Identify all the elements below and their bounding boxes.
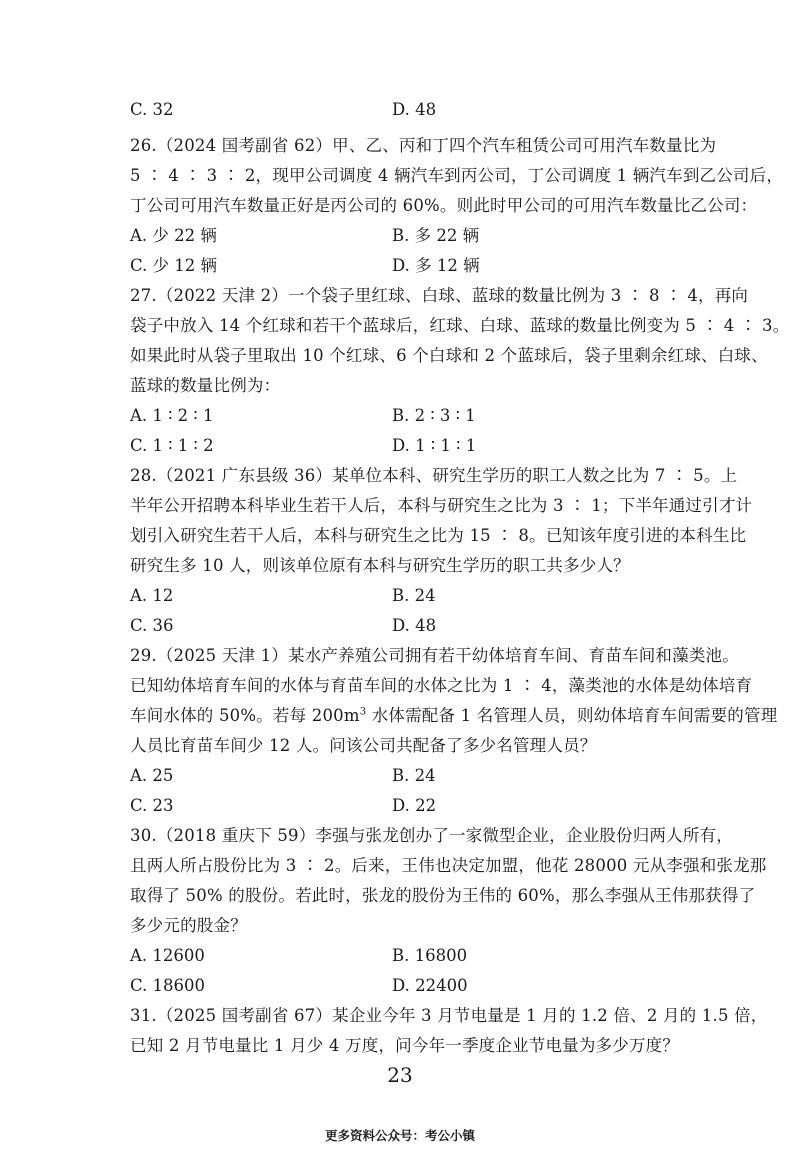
- q26-line-3: 丁公司可用汽车数量正好是丙公司的 60%。则此时甲公司的可用汽车数量比乙公司：: [130, 196, 758, 215]
- q31-line-2: 已知 2 月节电量比 1 月少 4 万度，问今年一季度企业节电量为多少万度？: [130, 1036, 680, 1055]
- q26-option-d: D. 多 12 辆: [392, 256, 480, 275]
- q27-option-d: D. 1 ∶ 1 ∶ 1: [392, 436, 477, 455]
- q26-option-c: C. 少 12 辆: [130, 256, 218, 275]
- q30-option-a: A. 12600: [130, 946, 205, 965]
- q31-line-1: 31.（2025 国考副省 67）某企业今年 3 月节电量是 1 月的 1.2 倍、2 月的 1.5 倍，: [130, 1006, 768, 1025]
- q27-line-2: 袋子中放入 14 个红球和若干个蓝球后，红球、白球、蓝球的数量比例变为 5 ∶ 4 ∶ 3。: [130, 316, 790, 335]
- q28-options-row-2: [130, 616, 690, 636]
- footer-note: 更多资料公众号：考公小镇: [324, 1128, 475, 1143]
- q27-line-4: 蓝球的数量比例为：: [130, 376, 281, 395]
- q26-option-a: A. 少 22 辆: [130, 226, 217, 245]
- q27-line-1: 27.（2022 天津 2）一个袋子里红球、白球、蓝球的数量比例为 3 ∶ 8 ∶ 4，再向: [130, 286, 749, 305]
- q26-line-1: 26.（2024 国考副省 62）甲、乙、丙和丁四个汽车租赁公司可用汽车数量比为: [130, 136, 717, 155]
- q28-line-3: 划引入研究生若干人后，本科与研究生之比为 15 ∶ 8。已知该年度引进的本科生比: [130, 526, 747, 545]
- q30-option-b: B. 16800: [392, 946, 468, 965]
- q29-line-4: 人员比育苗车间少 12 人。问该公司共配备了多少名管理人员？: [130, 736, 597, 755]
- q30-line-1: 30.（2018 重庆下 59）李强与张龙创办了一家微型企业，企业股份归两人所有，: [130, 826, 733, 845]
- q28-line-4: 研究生多 10 人，则该单位原有本科与研究生学历的职工共多少人？: [130, 556, 630, 575]
- q29-option-a: A. 25: [130, 766, 174, 785]
- q30-line-2: 且两人所占股份比为 3 ∶ 2。后来，王伟也决定加盟，他花 28000 元从李强和张龙那: [130, 856, 767, 875]
- q28-option-c: C. 36: [130, 616, 174, 635]
- option-d: D. 48: [392, 100, 437, 119]
- q28-option-d: D. 48: [392, 616, 437, 635]
- q28-option-a: A. 12: [130, 586, 174, 605]
- q26-line-2: 5 ∶ 4 ∶ 3 ∶ 2，现甲公司调度 4 辆汽车到丙公司，丁公司调度 1 辆汽车到乙公司后，: [130, 166, 784, 185]
- q26-options-row-1: [130, 226, 690, 246]
- q28-options-row-1: [130, 586, 690, 606]
- q30-option-c: C. 18600: [130, 976, 206, 995]
- q30-line-3: 取得了 50% 的股份。若此时，张龙的股份为王伟的 60%，那么李强从王伟那获得了: [130, 886, 756, 905]
- q29-options-row-2: [130, 796, 690, 816]
- q29-line-3-part-a: 车间水体的 50%。若每 200m: [130, 706, 360, 725]
- q30-option-d: D. 22400: [392, 976, 468, 995]
- q29-line-3-part-b: 水体需配备 1 名管理人员，则幼体培育车间需要的管理: [366, 706, 778, 725]
- q29-options-row-1: [130, 766, 690, 786]
- q28-option-b: B. 24: [392, 586, 436, 605]
- q27-option-b: B. 2 ∶ 3 ∶ 1: [392, 406, 476, 425]
- q28-line-2: 半年公开招聘本科毕业生若干人后，本科与研究生之比为 3 ∶ 1；下半年通过引才计: [130, 496, 753, 515]
- q29-line-3: [130, 706, 778, 726]
- q30-line-4: 多少元的股金？: [130, 916, 247, 935]
- q29-line-2: 已知幼体培育车间的水体与育苗车间的水体之比为 1 ∶ 4，藻类池的水体是幼体培育: [130, 676, 753, 695]
- q29-cubic-superscript: 3: [359, 706, 367, 718]
- q28-line-1: 28.（2021 广东县级 36）某单位本科、研究生学历的职工人数之比为 7 ∶ 5。上: [130, 466, 738, 485]
- q29-option-c: C. 23: [130, 796, 174, 815]
- q30-options-row-2: [130, 976, 690, 996]
- q29-line-1: 29.（2025 天津 1）某水产养殖公司拥有若干幼体培育车间、育苗车间和藻类池。: [130, 646, 739, 665]
- q27-option-c: C. 1 ∶ 1 ∶ 2: [130, 436, 214, 455]
- q29-option-d: D. 22: [392, 796, 437, 815]
- option-c: C. 32: [130, 100, 174, 119]
- page-number: 23: [387, 1063, 413, 1087]
- q26-option-b: B. 多 22 辆: [392, 226, 480, 245]
- q30-options-row-1: [130, 946, 690, 966]
- q27-options-row-2: [130, 436, 690, 456]
- q27-option-a: A. 1 ∶ 2 ∶ 1: [130, 406, 214, 425]
- q27-options-row-1: [130, 406, 690, 426]
- q27-line-3: 如果此时从袋子里取出 10 个红球、6 个白球和 2 个蓝球后，袋子里剩余红球、白球、: [130, 346, 768, 365]
- q29-option-b: B. 24: [392, 766, 436, 785]
- q26-options-row-2: [130, 256, 690, 276]
- option-row: [130, 100, 690, 120]
